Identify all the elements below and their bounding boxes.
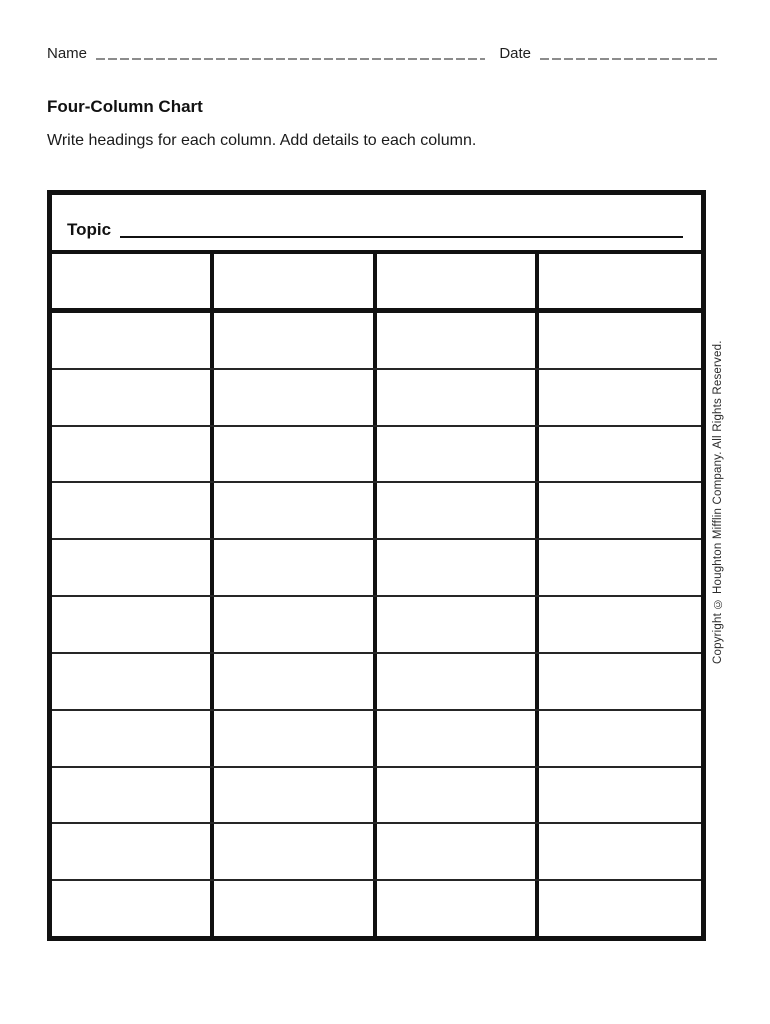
detail-cell[interactable]	[539, 881, 701, 936]
name-write-line[interactable]	[96, 47, 485, 60]
detail-cell[interactable]	[52, 540, 214, 595]
table-row	[52, 597, 701, 654]
topic-label: Topic	[67, 220, 112, 239]
table-row	[52, 313, 701, 370]
table-row	[52, 711, 701, 768]
heading-cell[interactable]	[539, 254, 701, 308]
detail-cell[interactable]	[214, 881, 376, 936]
detail-cell[interactable]	[52, 824, 214, 879]
detail-cell[interactable]	[539, 540, 701, 595]
table-row	[52, 370, 701, 427]
table-row	[52, 540, 701, 597]
detail-cell[interactable]	[539, 597, 701, 652]
detail-cell[interactable]	[52, 597, 214, 652]
table-row	[52, 881, 701, 936]
heading-cell[interactable]	[377, 254, 539, 308]
detail-cell[interactable]	[377, 313, 539, 368]
table-row	[52, 768, 701, 825]
topic-row	[52, 195, 701, 254]
heading-cell[interactable]	[52, 254, 214, 308]
detail-cell[interactable]	[214, 540, 376, 595]
date-write-line[interactable]	[540, 47, 718, 60]
heading-cell[interactable]	[214, 254, 376, 308]
detail-cell[interactable]	[377, 711, 539, 766]
detail-cell[interactable]	[214, 597, 376, 652]
detail-cell[interactable]	[377, 427, 539, 482]
detail-cell[interactable]	[377, 540, 539, 595]
detail-cell[interactable]	[377, 881, 539, 936]
detail-cell[interactable]	[214, 370, 376, 425]
detail-cell[interactable]	[539, 370, 701, 425]
detail-cell[interactable]	[539, 711, 701, 766]
page-title: Four-Column Chart	[47, 97, 203, 116]
detail-cell[interactable]	[214, 313, 376, 368]
table-row	[52, 654, 701, 711]
detail-cell[interactable]	[52, 313, 214, 368]
name-label: Name	[47, 45, 88, 62]
detail-cell[interactable]	[214, 768, 376, 823]
column-headings-row	[52, 254, 701, 313]
detail-cell[interactable]	[377, 597, 539, 652]
detail-cell[interactable]	[539, 824, 701, 879]
detail-cell[interactable]	[214, 711, 376, 766]
table-row	[52, 427, 701, 484]
four-column-chart-table	[47, 190, 706, 941]
detail-cell[interactable]	[539, 313, 701, 368]
name-date-row	[47, 46, 718, 61]
detail-cell[interactable]	[52, 881, 214, 936]
detail-cell[interactable]	[214, 427, 376, 482]
detail-cell[interactable]	[377, 654, 539, 709]
detail-cell[interactable]	[52, 768, 214, 823]
topic-write-line[interactable]	[120, 226, 683, 238]
detail-cell[interactable]	[539, 768, 701, 823]
detail-cell[interactable]	[52, 654, 214, 709]
detail-cell[interactable]	[539, 654, 701, 709]
detail-cell[interactable]	[52, 483, 214, 538]
detail-cell[interactable]	[539, 483, 701, 538]
detail-cell[interactable]	[52, 427, 214, 482]
detail-cell[interactable]	[214, 824, 376, 879]
table-row	[52, 824, 701, 881]
table-row	[52, 483, 701, 540]
detail-cell[interactable]	[52, 370, 214, 425]
copyright-notice: Copyright © Houghton Mifflin Company. All Rights Reserved.	[712, 340, 724, 664]
date-label: Date	[499, 45, 531, 62]
detail-cell[interactable]	[377, 370, 539, 425]
detail-cell[interactable]	[214, 654, 376, 709]
detail-cell[interactable]	[377, 483, 539, 538]
instruction-text: Write headings for each column. Add details to each column.	[47, 132, 477, 149]
detail-cell[interactable]	[539, 427, 701, 482]
detail-cell[interactable]	[377, 768, 539, 823]
detail-cell[interactable]	[214, 483, 376, 538]
detail-cell[interactable]	[52, 711, 214, 766]
detail-cell[interactable]	[377, 824, 539, 879]
